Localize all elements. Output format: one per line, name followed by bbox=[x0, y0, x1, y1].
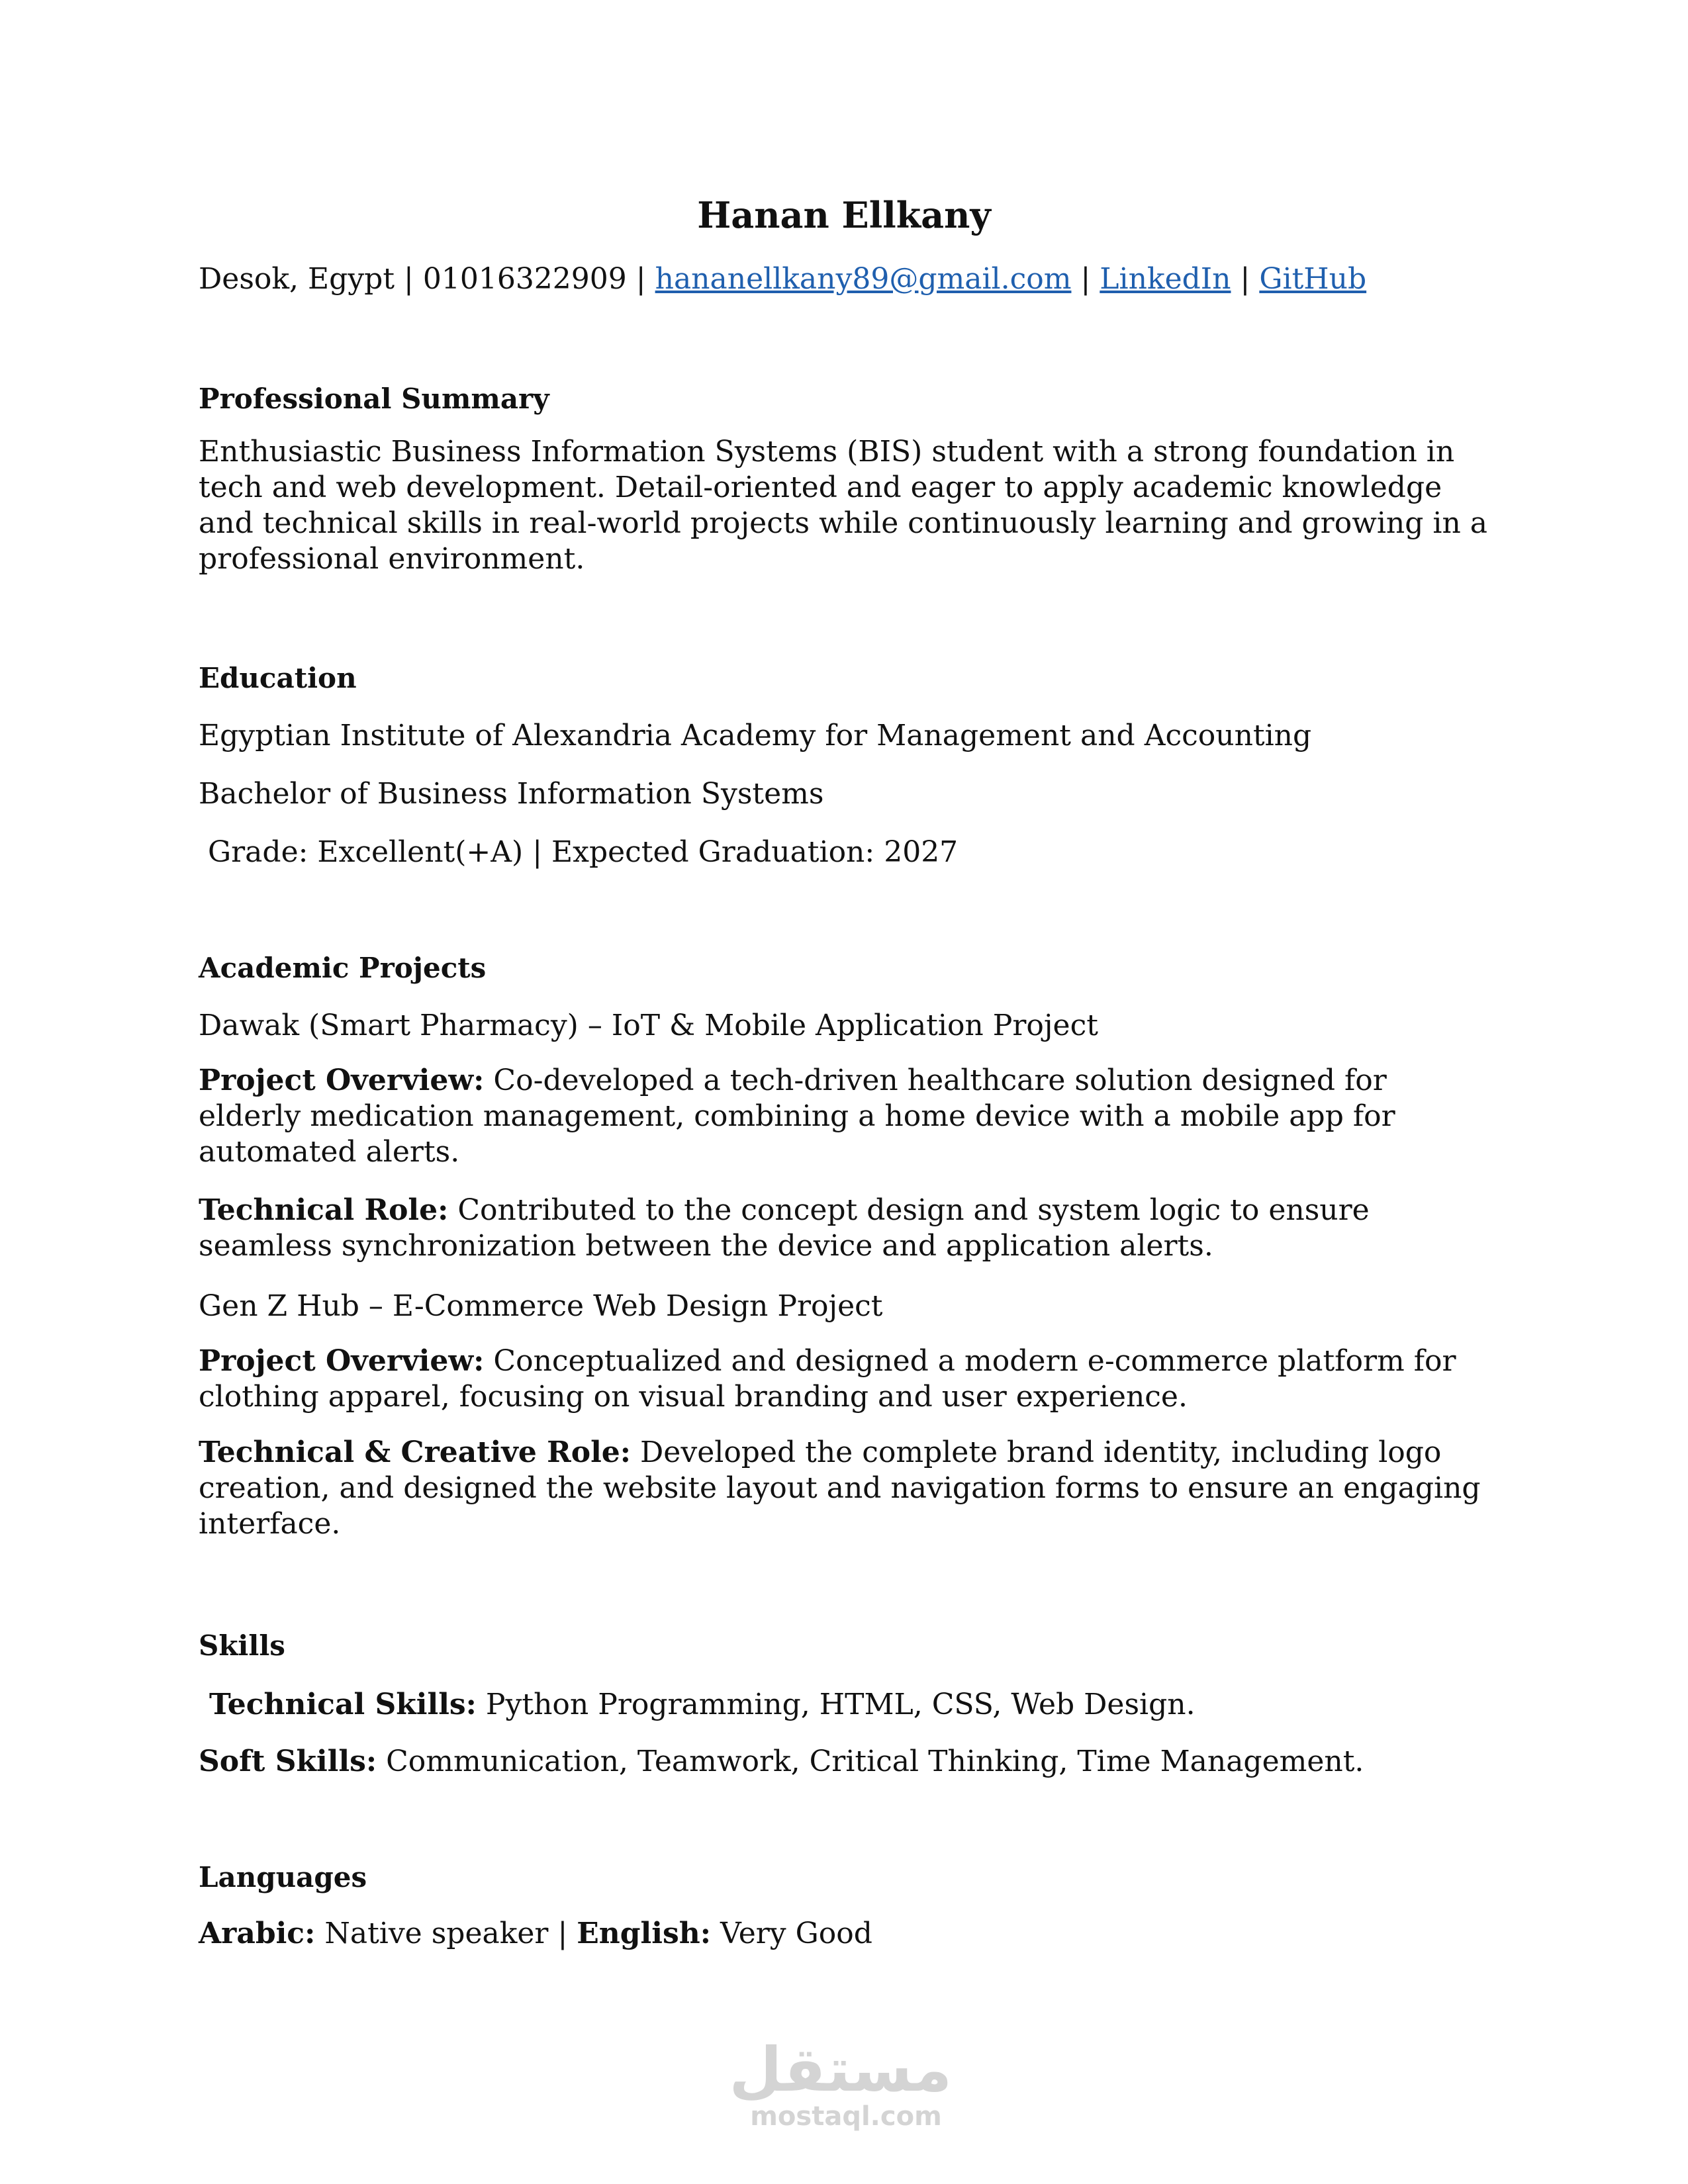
arabic-label: Arabic: bbox=[199, 1917, 316, 1950]
languages-line bbox=[199, 1919, 872, 1948]
technical-skills-label: Technical Skills: bbox=[209, 1688, 477, 1721]
technical-skills-text: Python Programming, HTML, CSS, Web Design. bbox=[476, 1688, 1196, 1721]
separator: | bbox=[1080, 262, 1091, 296]
github-link[interactable]: GitHub bbox=[1259, 262, 1367, 296]
project-role-text: Contributed to the concept design and system logic to ensure seamless synchronization between the device and application alerts. bbox=[199, 1193, 1370, 1263]
project-overview-label: Project Overview: bbox=[199, 1344, 485, 1378]
project-overview-text: Co-developed a tech-driven healthcare solution designed for elderly medication management, combining a home device with a mobile app for automated alerts. bbox=[199, 1064, 1395, 1169]
education-grade: Grade: Excellent(+A) | Expected Graduation: 2027 bbox=[199, 835, 959, 869]
project-overview bbox=[199, 1063, 1496, 1170]
education-heading: Education bbox=[199, 662, 357, 694]
resume-page bbox=[199, 0, 1496, 2184]
education-degree: Bachelor of Business Information Systems bbox=[199, 777, 824, 811]
project-title: Dawak (Smart Pharmacy) – IoT & Mobile Application Project bbox=[199, 1009, 1098, 1042]
english-level: Very Good bbox=[710, 1917, 872, 1950]
project-role bbox=[199, 1435, 1496, 1542]
project-role-label: Technical & Creative Role: bbox=[199, 1435, 632, 1469]
project-role-label: Technical Role: bbox=[199, 1193, 449, 1227]
project-overview bbox=[199, 1343, 1496, 1415]
english-label: English: bbox=[577, 1917, 711, 1950]
summary-heading: Professional Summary bbox=[199, 383, 549, 415]
location: Desok, Egypt bbox=[199, 262, 395, 296]
watermark-latin: mostaql.com bbox=[750, 2101, 942, 2132]
soft-skills-label: Soft Skills: bbox=[199, 1745, 377, 1778]
project-title: Gen Z Hub – E-Commerce Web Design Project bbox=[199, 1289, 883, 1323]
contact-line bbox=[199, 262, 1367, 296]
technical-skills bbox=[199, 1690, 1196, 1719]
languages-heading: Languages bbox=[199, 1861, 367, 1893]
candidate-name: Hanan Ellkany bbox=[697, 194, 991, 236]
project-role bbox=[199, 1193, 1496, 1264]
project-overview-label: Project Overview: bbox=[199, 1064, 485, 1097]
skills-heading: Skills bbox=[199, 1629, 285, 1662]
separator: | bbox=[1240, 262, 1250, 296]
phone-number: 01016322909 bbox=[422, 262, 627, 296]
summary-text: Enthusiastic Business Information Systems (BIS) student with a strong foundation in tech and web development. Detail-oriented and eager to apply academic knowledge and technical skills in real-world projects while continuously learning and growing in a professional environment. bbox=[199, 435, 1488, 576]
separator: | bbox=[404, 262, 414, 296]
separator: | bbox=[635, 262, 646, 296]
projects-heading: Academic Projects bbox=[199, 952, 487, 984]
linkedin-link[interactable]: LinkedIn bbox=[1100, 262, 1231, 296]
project-overview-text: Conceptualized and designed a modern e-commerce platform for clothing apparel, focusing on visual branding and user experience. bbox=[199, 1344, 1456, 1414]
arabic-level: Native speaker | bbox=[315, 1917, 577, 1950]
education-institution: Egyptian Institute of Alexandria Academy for Management and Accounting bbox=[199, 719, 1312, 752]
soft-skills bbox=[199, 1747, 1364, 1776]
watermark-arabic: مستقل bbox=[729, 2034, 952, 2105]
mostaql-watermark bbox=[729, 2034, 952, 2132]
soft-skills-text: Communication, Teamwork, Critical Thinking, Time Management. bbox=[377, 1745, 1364, 1778]
email-link[interactable]: hananellkany89@gmail.com bbox=[655, 262, 1072, 296]
project-role-text: Developed the complete brand identity, including logo creation, and designed the website layout and navigation forms to ensure an engaging interface. bbox=[199, 1435, 1481, 1541]
